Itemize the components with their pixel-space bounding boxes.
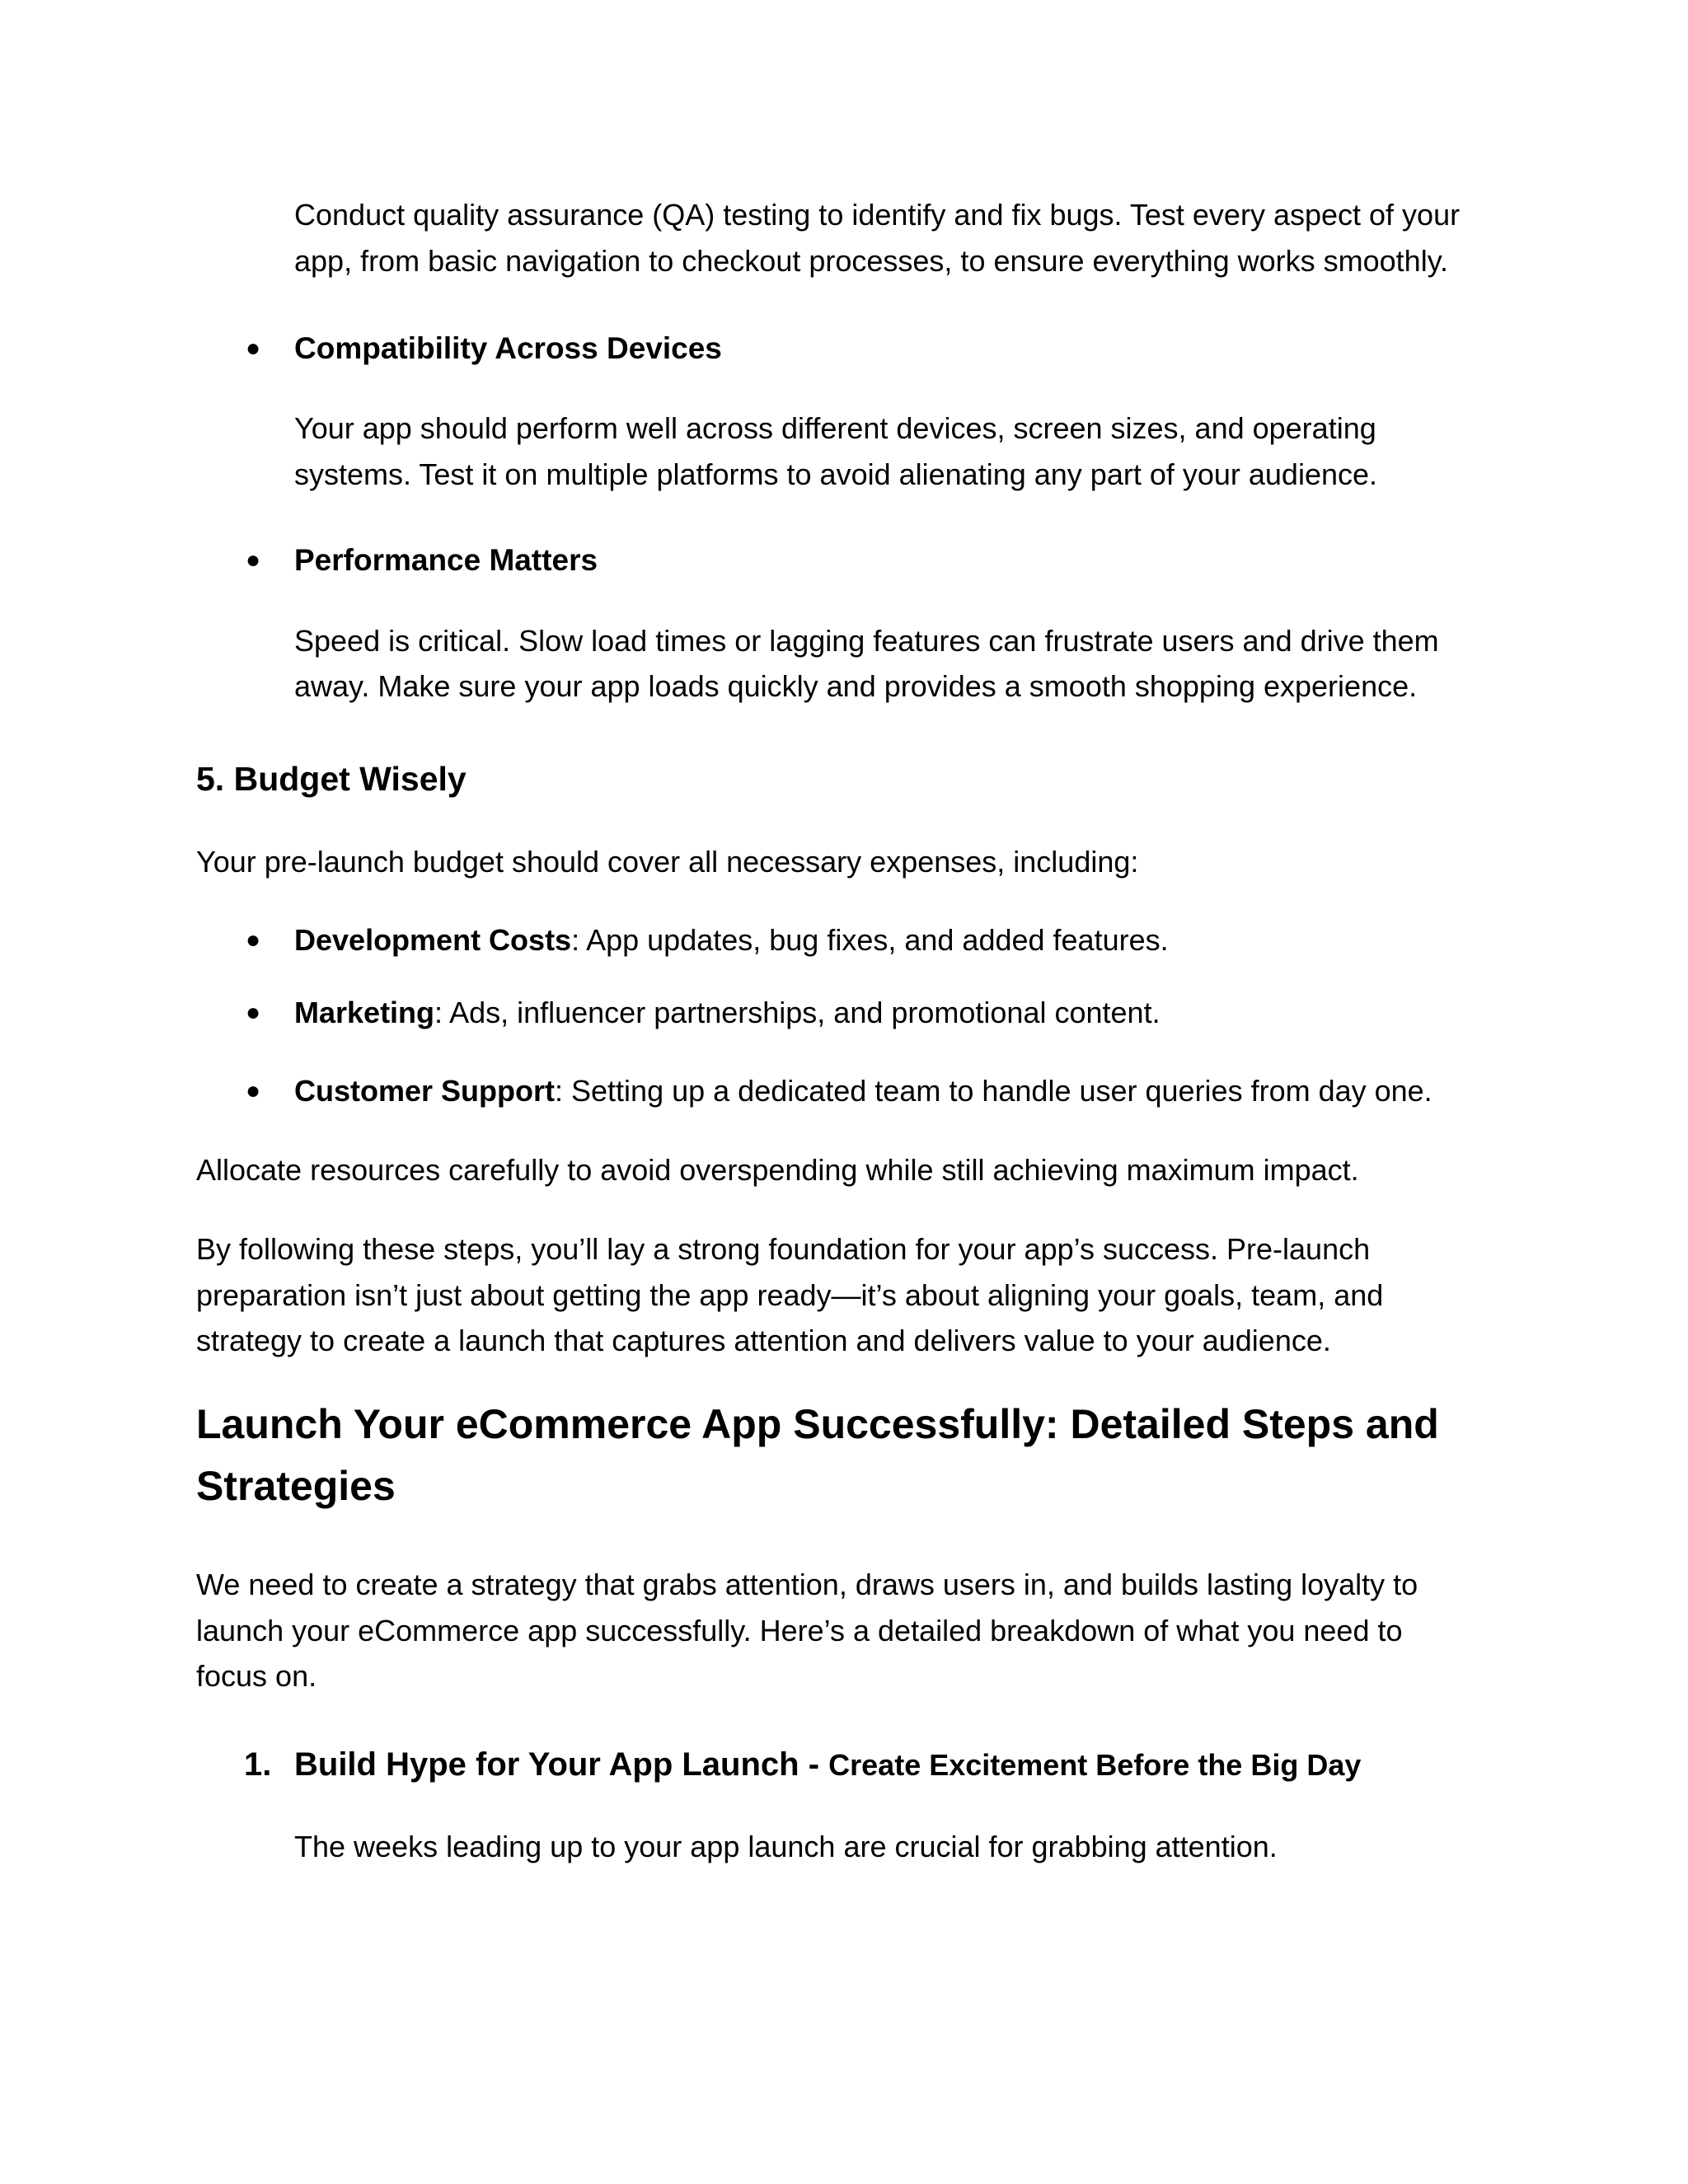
budget-item-support [294, 1068, 1432, 1114]
budget-heading: 5. Budget Wisely [196, 760, 467, 798]
budget-item-text: : App updates, bug fixes, and added features. [571, 923, 1169, 957]
performance-line-1: Speed is critical. Slow load times or lagging features can frustrate users and drive them [294, 624, 1439, 658]
performance-heading: Performance Matters [294, 543, 598, 577]
step1-text: The weeks leading up to your app launch are crucial for grabbing attention. [294, 1830, 1278, 1863]
performance-line-2: away. Make sure your app loads quickly and provides a smooth shopping experience. [294, 669, 1418, 703]
bullet-icon: ● [246, 999, 261, 1026]
closing-line-1: By following these steps, you’ll lay a strong foundation for your app’s success. Pre-launch [196, 1232, 1371, 1266]
launch-intro-line-3: focus on. [196, 1659, 317, 1693]
allocate-paragraph: Allocate resources carefully to avoid overspending while still achieving maximum impact. [196, 1153, 1359, 1187]
bullet-icon: ● [246, 1077, 261, 1104]
launch-heading-line-1: Launch Your eCommerce App Successfully: Detailed Steps and [196, 1401, 1439, 1447]
step1-subtitle: Create Excitement Before the Big Day [828, 1748, 1362, 1782]
step1-heading [294, 1740, 1361, 1790]
compatibility-line-1: Your app should perform well across different devices, screen sizes, and operating [294, 411, 1376, 445]
budget-intro: Your pre-launch budget should cover all necessary expenses, including: [196, 845, 1139, 879]
step-number: 1. [244, 1746, 272, 1783]
qa-paragraph-line-2: app, from basic navigation to checkout processes, to ensure everything works smoothly. [294, 244, 1449, 278]
compatibility-heading: Compatibility Across Devices [294, 331, 722, 365]
budget-item-label: Marketing [294, 996, 435, 1029]
bullet-icon: ● [246, 546, 261, 574]
step1-title: Build Hype for Your App Launch - [294, 1746, 829, 1783]
qa-paragraph-line-1: Conduct quality assurance (QA) testing to identify and fix bugs. Test every aspect of your [294, 198, 1461, 232]
launch-heading-line-2: Strategies [196, 1463, 396, 1509]
bullet-icon: ● [246, 335, 261, 362]
launch-intro-line-1: We need to create a strategy that grabs attention, draws users in, and builds lasting loyalty to [196, 1568, 1418, 1601]
bullet-icon: ● [246, 926, 261, 954]
budget-item-text: : Ads, influencer partnerships, and promotional content. [434, 996, 1160, 1029]
closing-line-2: preparation isn’t just about getting the app ready—it’s about aligning your goals, team, and [196, 1278, 1384, 1312]
budget-item-marketing [294, 990, 1160, 1036]
closing-line-3: strategy to create a launch that captures attention and delivers value to your audience. [196, 1324, 1331, 1357]
budget-item-label: Development Costs [294, 923, 572, 957]
launch-intro-line-2: launch your eCommerce app successfully. Here’s a detailed breakdown of what you need to [196, 1614, 1403, 1647]
budget-item-label: Customer Support [294, 1074, 556, 1108]
budget-item-development [294, 917, 1169, 963]
budget-item-text: : Setting up a dedicated team to handle user queries from day one. [555, 1074, 1432, 1108]
compatibility-line-2: systems. Test it on multiple platforms to avoid alienating any part of your audience. [294, 457, 1378, 491]
